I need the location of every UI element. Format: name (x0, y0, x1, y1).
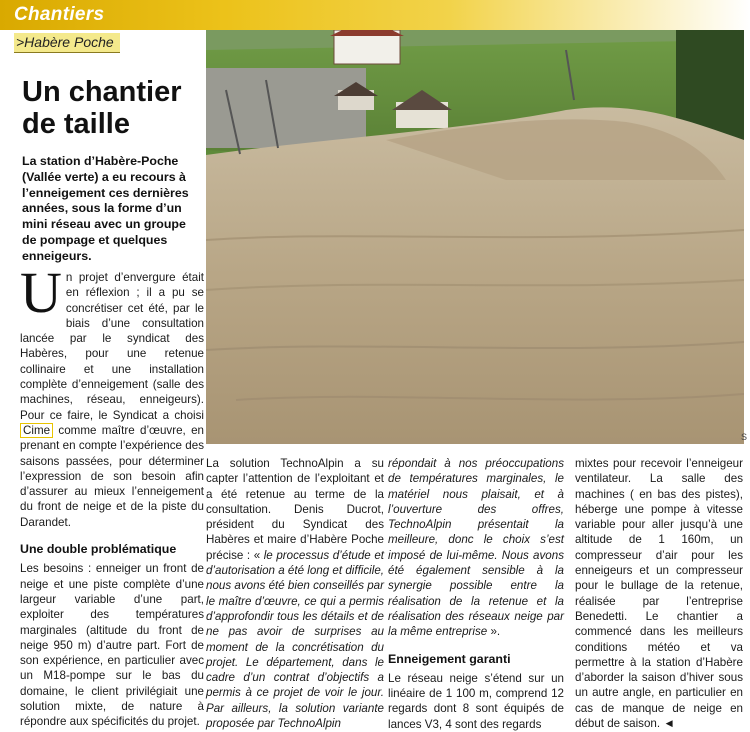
highlighted-name: Cime (20, 423, 53, 438)
article-lede: La station d’Habère-Poche (Vallée verte) a eu recours à l’enneigement ces dernières années, sous la forme d’un mini réseau avec un groupe de pompage et quelques enneigeurs. (22, 154, 189, 263)
section-title: Chantiers (14, 4, 105, 25)
headline-line-2: de taille (22, 108, 130, 140)
paragraph-intro: Un projet d’envergure était en réflexion ; il a pu se concrétiser cet été, par le biais d’une consultation lancée par le syndicat des Habères, pour une retenue collinaire et une installation complète d’enneigement (salle des machines, réseau, enneigeurs). Pour ce faire, le Syndicat a choisi Cime comme maître d’œuvre, en prenant en compte l’expérience des saisons passées, pour déterminer l’expression de son besoin afin d’assurer au mieux l’enneigement du front de neige et de la piste du Darandet. (20, 260, 204, 529)
subsection-tag: >Habère Poche (14, 33, 120, 53)
paragraph-solution: La solution TechnoAlpin a su capter l’attention de l’exploitant et a été retenue au terme de la consultation. Denis Ducrot, président du Syndicat des Habères et maire d’Habère Poche précise : « le processus d’étude et d’autorisation a été long et difficile, nous avons été bien conseillés par le maître d’œuvre, ce qui a permis d’approfondir tous les détails et de ne pas avoir de surprises au moment de la concrétisation du projet. Le département, dans le cadre d’un contrat d’objectifs a permis à ce projet de voir le jour. Par ailleurs, la solution variante proposée par TechnoAlpin (206, 457, 384, 731)
paragraph-reseau: Le réseau neige s’étend sur un linéaire de 1 100 m, comprend 12 regards dont 8 sont équipés de lances V3, 4 sont des regards (388, 671, 564, 731)
subhead-double-problematique: Une double problématique (20, 542, 177, 557)
drop-cap: U (20, 260, 62, 325)
column-2 (206, 456, 384, 731)
column-1 (20, 260, 204, 730)
ski-slope-illustration (206, 30, 744, 444)
quote-ducrot: le processus d’étude et d’autorisation a été long et difficile, nous avons été bien conseillés par le maître d’œuvre, ce qui a permis d’approfondir tous les détails et de ne pas avoir de surprises au moment de la concrétisation du projet. Le département, dans le cadre d’un contrat d’objectifs a permis à ce projet de voir le jour. Par ailleurs, la solution variante proposée par TechnoAlpin (206, 548, 384, 731)
headline-line-1: Un chantier (22, 76, 182, 108)
subhead-enneigement-garanti: Enneigement garanti (388, 651, 511, 666)
paragraph-besoins: Les besoins : enneiger un front de neige et une piste complète d’une largeur variable d’une part, exploiter des températures marginales (altitude du front de neige 950 m) d’autre part. Fort de son expérience, en particulier avec un M18-pompe sur le bas du domaine, le client privilégiait une solution mixte, de nature à répondre aux spécificités du projet. (20, 562, 204, 729)
paragraph-quote-continued: répondait à nos préoccupations de températures marginales, le matériel nous plaisait, et à l’ouverture des offres, TechnoAlpin présentait la meilleure, donc le choix s’est imposé de lui-même. Nous avons été également sensible à la synergie possible entre la réalisation de la retenue et la réalisation des réseaux neige par la même entreprise ». (388, 457, 564, 639)
article-headline (22, 76, 202, 140)
section-header-band (0, 0, 750, 30)
paragraph-machines: mixtes pour recevoir l’enneigeur ventilateur. La salle des machines ( en bas des pistes), héberge une pompe à vitesse variable pour aller jusqu’à une altitude de 1 160m, un compresseur d’air pour les enneigeurs et un compresseur pour le bullage de la retenue, réalisée par l’entreprise Benedetti. Le chantier a commencé dans les meilleurs conditions météo et va permettre à la station d’Habère d’aborder la saison d’hiver sous un autre angle, en particulier en cas de manque de neige en début de saison. ◄ (575, 457, 743, 731)
column-3 (388, 456, 564, 732)
end-mark-icon: ◄ (660, 717, 675, 731)
photo-credit: S (741, 432, 748, 442)
column-4 (575, 456, 743, 731)
ski-slope-photo (206, 30, 744, 444)
